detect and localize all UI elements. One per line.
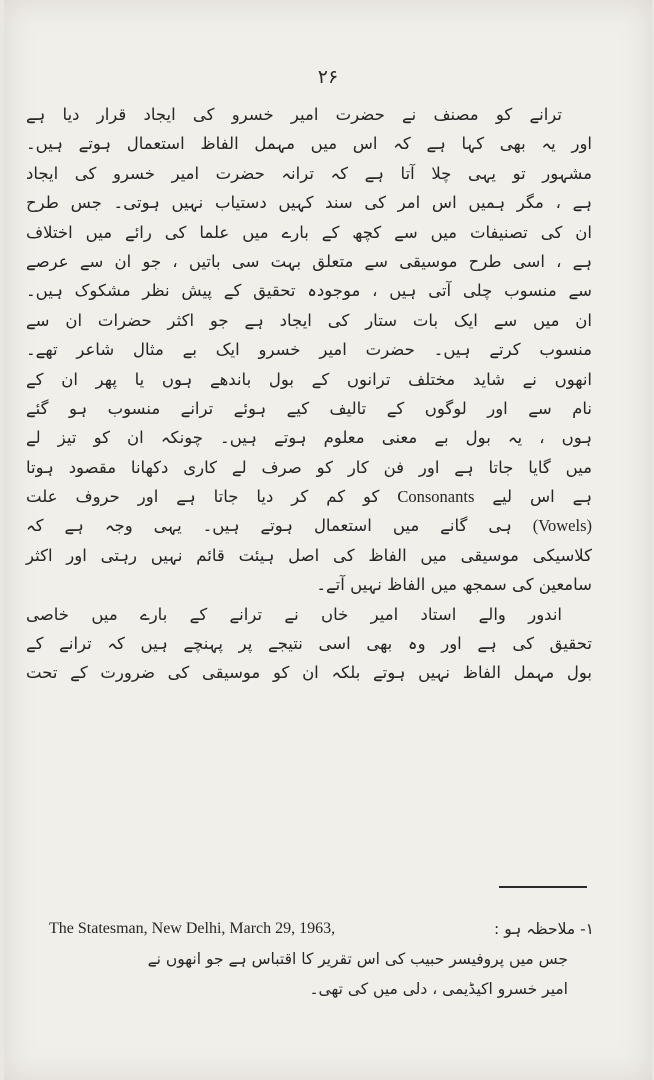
footnote-line: [49, 914, 594, 944]
text-segment: ہے اس لیے: [474, 487, 592, 507]
text-line: اور یہ بھی کہا ہے کہ اس میں مہمل الفاظ استعمال ہوتے ہیں۔: [26, 134, 592, 154]
footnote-line: امیر خسرو اکیڈیمی ، دلی میں کی تھی۔: [309, 980, 568, 998]
footnote-line: جس میں پروفیسر حبیب کی اس تقریر کا اقتباس ہے جو انھوں نے: [147, 950, 568, 968]
text-segment: کو کم کر دیا جاتا ہے اور حروف علت: [26, 487, 398, 507]
text-line: بول مہمل الفاظ نہیں ہوتے بلکہ ان کو موسیقی کی ضرورت کے تحت: [26, 663, 592, 683]
text-line: ہوں ، یہ بول بے معنی معلوم ہوتے ہیں۔ چونکہ ان کو تیز لے: [26, 428, 592, 448]
text-line: تحقیق کی ہے اور وہ بھی اسی نتیجے پر پہنچے ہیں کہ ترانے کے: [26, 634, 592, 654]
book-page: [4, 0, 652, 1080]
text-line-mixed: [26, 511, 592, 540]
text-line: انھوں نے شاید مختلف ترانوں کے بول باندھے ہوں یا پھر ان کے: [26, 369, 592, 389]
footnote-citation: The Statesman, New Delhi, March 29, 1963,: [49, 920, 336, 937]
text-line: ہے ، اسی طرح موسیقی سے متعلق بہت سی باتیں ، جو ان سے عرصے: [26, 251, 592, 271]
page-number: ۲۶: [317, 66, 339, 88]
text-line: میں گایا جاتا ہے اور فن کار کو صرف لے کاری دکھانا مقصود ہوتا: [26, 457, 592, 477]
footnote-divider: [499, 886, 587, 888]
text-line: کلاسیکی موسیقی میں الفاظ کی اصل ہیئت قائم نہیں رہتی اور اکثر: [26, 545, 592, 565]
text-line: نام سے اور لوگوں کے تالیف کیے ہوئے ترانے منسوب ہو گئے: [26, 398, 592, 418]
body-text: [26, 100, 592, 688]
english-term: (Vowels): [532, 516, 592, 536]
text-line: ترانے کو مصنف نے حضرت امیر خسرو کی ایجاد قرار دیا ہے: [26, 105, 562, 124]
text-line-mixed: [26, 482, 592, 511]
text-line: اندور والے استاد امیر خاں نے ترانے کے بارے میں خاصی: [26, 604, 562, 624]
text-line: سے منسوب چلی آتی ہیں ، موجودہ تحقیق کے پیش نظر مشکوک ہیں۔: [26, 281, 592, 301]
text-line: ان کی تصنیفات میں سے کچھ کے بارے میں علما کی رائے میں اختلاف: [26, 222, 592, 242]
english-term: Consonants: [397, 487, 475, 507]
footnote-marker: ۱- ملاحظہ ہو :: [494, 920, 594, 938]
text-segment: ہی گانے میں استعمال ہوتے ہیں۔ یہی وجہ ہے کہ: [26, 516, 533, 536]
text-line: سامعین کی سمجھ میں الفاظ نہیں آتے۔: [316, 575, 592, 595]
text-line: ہے ، مگر ہمیں اس امر کی سند کہیں دستیاب نہیں ہوتی۔ جس طرح: [26, 193, 592, 213]
footnote: [49, 914, 594, 1004]
text-line: ان میں سے ایک بات ستار کی ایجاد ہے جو اکثر حضرات ان سے: [26, 310, 592, 330]
text-line: منسوب کرتے ہیں۔ حضرت امیر خسرو ایک بے مثال شاعر تھے۔: [26, 340, 592, 360]
text-line: مشہور تو یہی چلا آتا ہے کہ ترانہ حضرت امیر خسرو کی ایجاد: [26, 163, 592, 183]
